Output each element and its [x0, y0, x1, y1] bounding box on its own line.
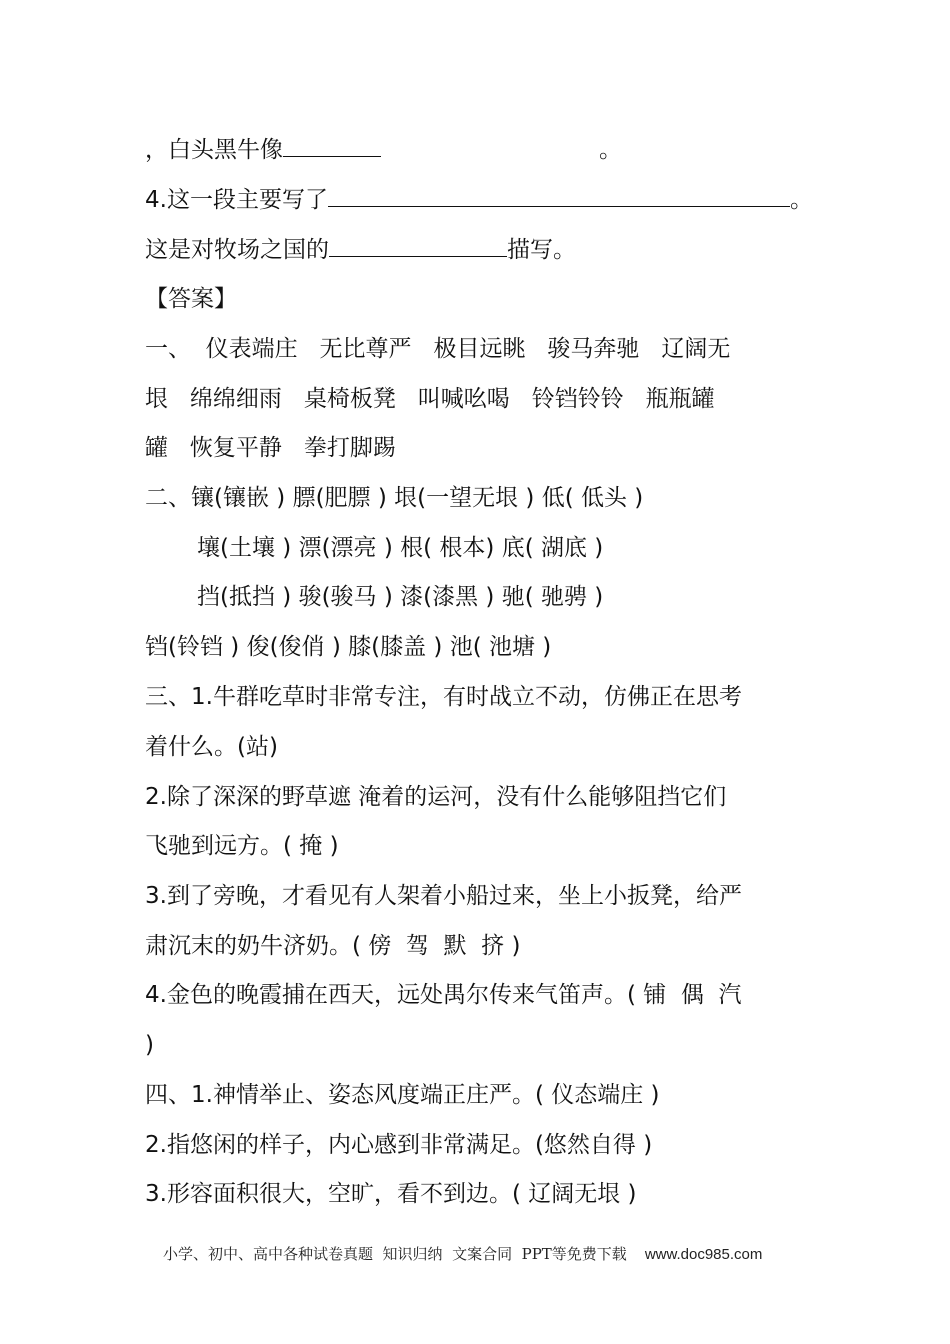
- answer-section-3: 肃沉末的奶牛济奶。( 傍 驾 默 挤 ): [145, 933, 521, 959]
- footer-text: 小学、初中、高中各种试卷真题 知识归纳 文案合同 PPT等免费下载: [163, 1245, 627, 1263]
- answer-heading: 【答案】: [145, 286, 237, 312]
- page-footer: [163, 1244, 762, 1265]
- question-4: 4.这一段主要写了 。: [145, 184, 813, 215]
- question-3-tail: ，白头黑牛像 。: [145, 134, 622, 165]
- answer-section-3: 2.除了深深的野草遮 淹着的运河，没有什么能够阻挡它们: [145, 784, 727, 810]
- answer-section-4: 四、1.神情举止、姿态风度端正庄严。( 仪态端庄 ): [145, 1082, 660, 1108]
- answer-section-3: ): [145, 1032, 154, 1058]
- answer-section-3: 三、1.牛群吃草时非常专注，有时战立不动，仿佛正在思考: [145, 684, 742, 710]
- answer-section-3: 3.到了旁晚，才看见有人架着小船过来，坐上小扳凳，给严: [145, 883, 742, 909]
- answer-section-1: 垠 绵绵细雨 桌椅板凳 叫喊吆喝 铃铛铃铃 瓶瓶罐: [145, 386, 715, 412]
- answer-section-2: 二、镶(镶嵌 ) 膘(肥膘 ) 垠(一望无垠 ) 低( 低头 ): [145, 485, 644, 511]
- answer-section-3: 4.金色的晚霞捕在西天，远处禺尔传来气笛声。( 铺 偶 汽: [145, 982, 742, 1008]
- answer-blank: [283, 134, 381, 157]
- answer-section-3: 飞驰到远方。( 掩 ): [145, 833, 339, 859]
- question-4-cont: 这是对牧场之国的 描写。: [145, 234, 576, 265]
- footer-url: www.doc985.com: [644, 1246, 763, 1263]
- answer-section-1: 罐 恢复平静 拳打脚踢: [145, 435, 396, 461]
- answer-blank: [328, 184, 790, 207]
- answer-blank: [329, 234, 507, 257]
- answer-section-4: 3.形容面积很大，空旷，看不到边。( 辽阔无垠 ): [145, 1181, 637, 1207]
- answer-section-2: 壤(土壤 ) 漂(漂亮 ) 根( 根本) 底( 湖底 ): [197, 535, 604, 561]
- answer-section-4: 2.指悠闲的样子，内心感到非常满足。(悠然自得 ): [145, 1132, 653, 1158]
- answer-section-3: 着什么。(站): [145, 734, 278, 760]
- answer-section-1: 一、 仪表端庄 无比尊严 极目远眺 骏马奔驰 辽阔无: [145, 336, 731, 362]
- answer-section-2: 挡(抵挡 ) 骏(骏马 ) 漆(漆黑 ) 驰( 驰骋 ): [197, 584, 604, 610]
- answer-section-2: 铛(铃铛 ) 俊(俊俏 ) 膝(膝盖 ) 池( 池塘 ): [145, 634, 552, 660]
